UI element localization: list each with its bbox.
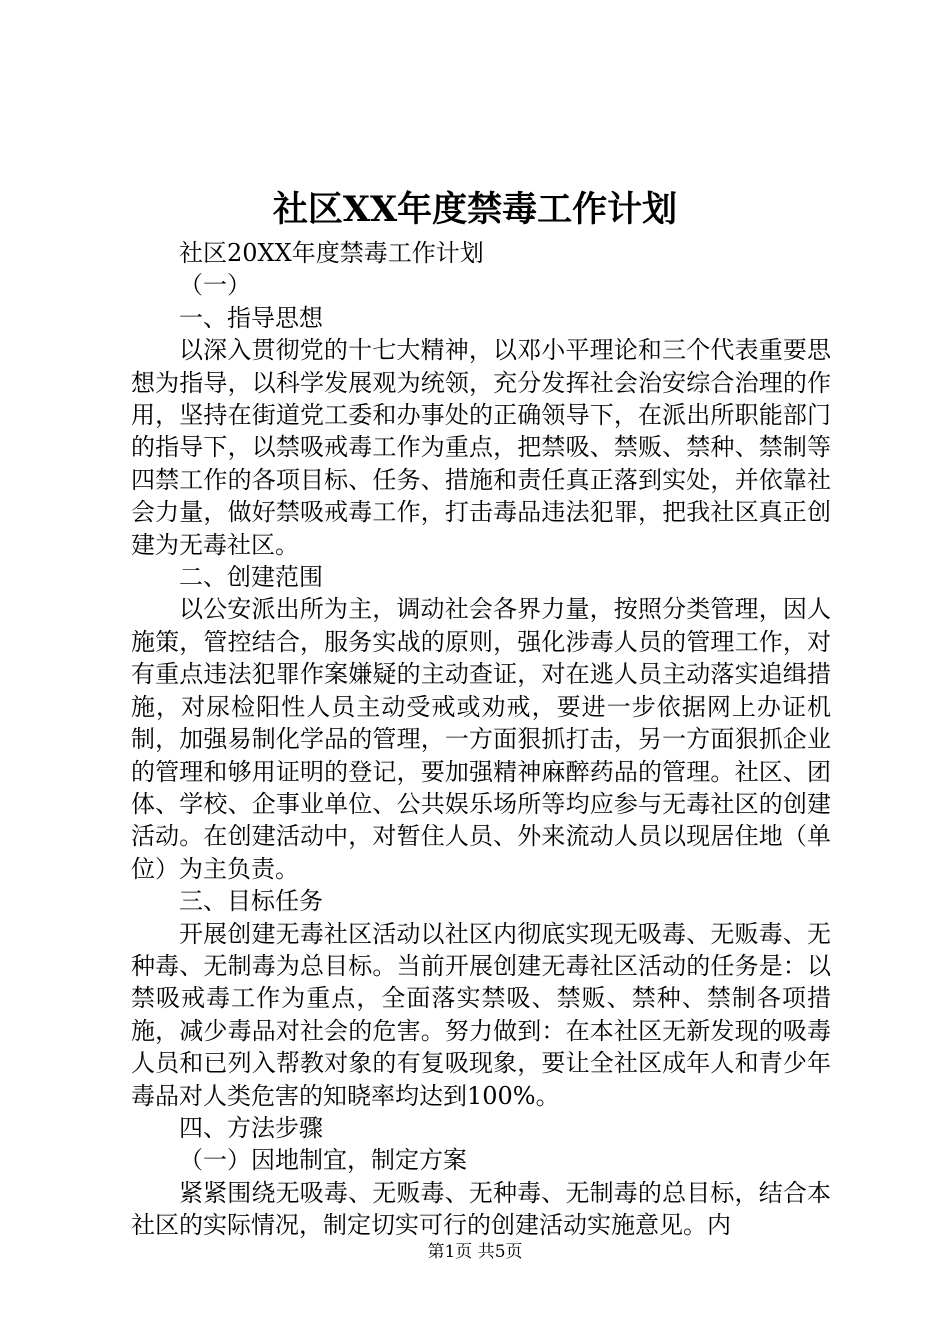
- subsection-heading-plan: （一）因地制宜，制定方案: [179, 1146, 467, 1175]
- paragraph-guiding-ideology: 以深入贯彻党的十七大精神，以邓小平理论和三个代表重要思想为指导，以科学发展观为统领，充分发挥社会治安综合治理的作用，坚持在街道党工委和办事处的正确领导下，在派出所职能部门的指导下，以禁吸戒毒工作为重点，把禁吸、禁贩、禁种、禁制等四禁工作的各项目标、任务、措施和责任真正落到实处，并依靠社会力量，做好禁吸戒毒工作，打击毒品违法犯罪，把我社区真正创建为无毒社区。: [131, 336, 831, 559]
- paragraph-scope: 以公安派出所为主，调动社会各界力量，按照分类管理，因人施策，管控结合，服务实战的原则，强化涉毒人员的管理工作，对有重点违法犯罪作案嫌疑的主动查证，对在逃人员主动落实追缉措施，对尿检阳性人员主动受戒或劝戒，要进一步依据网上办证机制，加强易制化学品的管理，一方面狠抓打击，另一方面狠抓企业的管理和够用证明的登记，要加强精神麻醉药品的管理。社区、团体、学校、企事业单位、公共娱乐场所等均应参与无毒社区的创建活动。在创建活动中，对暂住人员、外来流动人员以现居住地（单位）为主负责。: [131, 595, 831, 883]
- page-footer: 第1页 共5页: [427, 1242, 523, 1262]
- paragraph-part-marker: （一）: [179, 271, 251, 300]
- paragraph-subtitle: 社区20XX年度禁毒工作计划: [179, 239, 484, 267]
- paragraph-plan: 紧紧围绕无吸毒、无贩毒、无种毒、无制毒的总目标，结合本社区的实际情况，制定切实可行的创建活动实施意见。内: [131, 1178, 831, 1240]
- section-heading-scope: 二、创建范围: [179, 563, 323, 592]
- paragraph-goals: 开展创建无毒社区活动以社区内彻底实现无吸毒、无贩毒、无种毒、无制毒为总目标。当前开展创建无毒社区活动的任务是：以禁吸戒毒工作为重点，全面落实禁吸、禁贩、禁种、禁制各项措施，减少毒品对社会的危害。努力做到：在本社区无新发现的吸毒人员和已列入帮教对象的有复吸现象，要让全社区成年人和青少年毒品对人类危害的知晓率均达到100%。: [131, 919, 831, 1110]
- document-body: [131, 237, 831, 1242]
- section-heading-goals: 三、目标任务: [179, 887, 323, 916]
- section-heading-guiding-ideology: 一、指导思想: [179, 303, 323, 332]
- section-heading-methods: 四、方法步骤: [179, 1113, 323, 1142]
- document-title: 社区XX年度禁毒工作计划: [272, 189, 678, 230]
